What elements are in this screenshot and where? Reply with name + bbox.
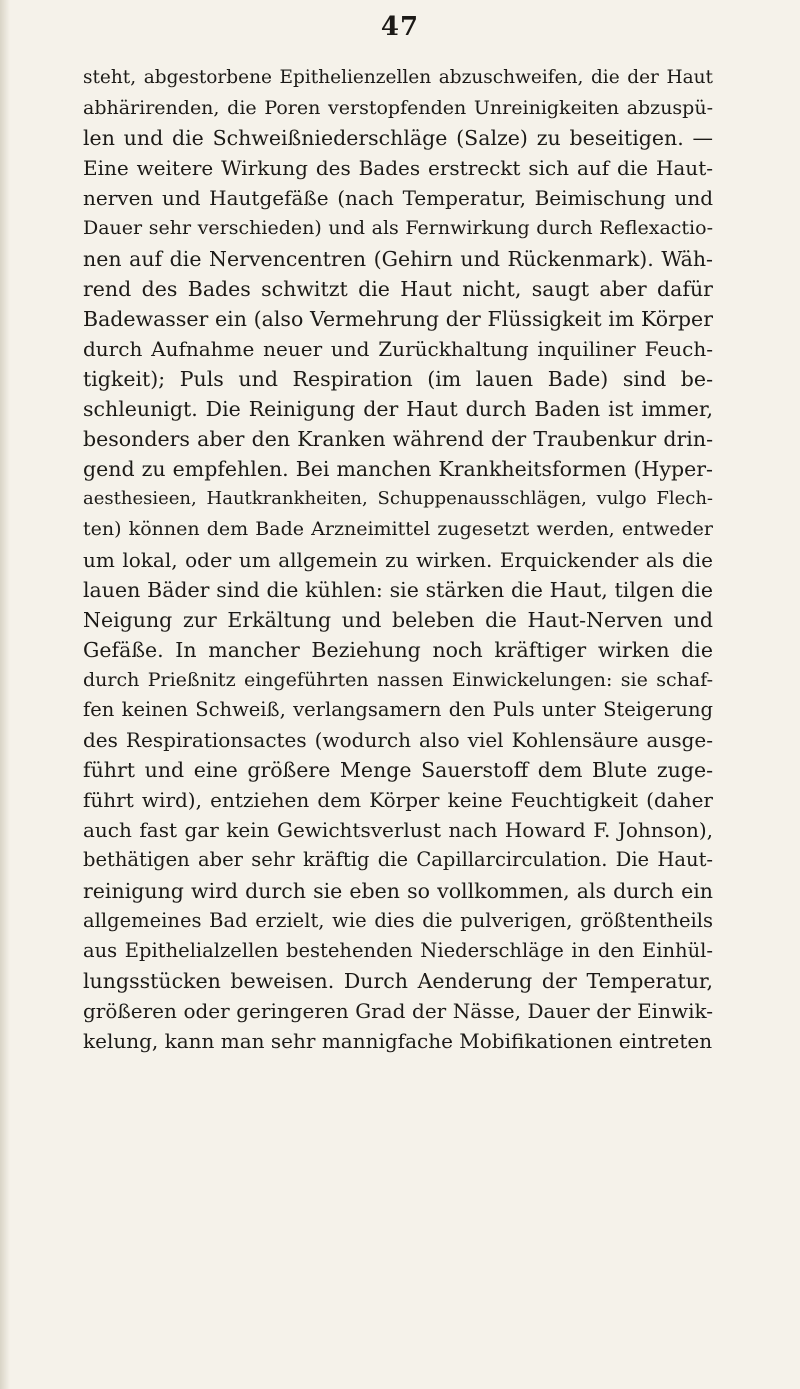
text-line: reinigung wird durch sie eben so vollkommen, als durch ein <box>83 878 713 903</box>
text-line: gend zu empfehlen. Bei manchen Krankheitsformen (Hyper- <box>83 457 713 482</box>
text-line: lauen Bäder sind die kühlen: sie stärken die Haut, tilgen die <box>83 577 713 602</box>
text-line: auch fast gar kein Gewichtsverlust nach Howard F. Johnson), <box>83 818 713 843</box>
text-line: fen keinen Schweiß, verlangsamern den Puls unter Steigerung <box>83 697 713 721</box>
text-line: um lokal, oder um allgemein zu wirken. Erquickender als die <box>83 547 713 572</box>
text-line: größeren oder geringeren Grad der Nässe, Dauer der Einwik- <box>83 998 713 1023</box>
text-line: führt und eine größere Menge Sauerstoff dem Blute zuge- <box>83 758 713 783</box>
text-line: lungsstücken beweisen. Durch Aenderung der Temperatur, <box>83 968 713 993</box>
text-line: Dauer sehr verschieden) und als Fernwirkung durch Reflexactio- <box>83 217 713 240</box>
text-line: des Respirationsactes (wodurch also viel Kohlensäure ausge- <box>83 728 713 753</box>
text-line: tigkeit); Puls und Respiration (im lauen Bade) sind be- <box>83 366 713 391</box>
text-line: rend des Bades schwitzt die Haut nicht, saugt aber dafür <box>83 276 713 301</box>
text-line: steht, abgestorbene Epithelienzellen abzuschweifen, die der Haut <box>83 67 713 88</box>
text-line: len und die Schweißniederschläge (Salze) zu beseitigen. — <box>83 126 713 151</box>
page-number: 47 <box>380 12 420 42</box>
text-line: ten) können dem Bade Arzneimittel zugesetzt werden, entweder <box>83 518 713 541</box>
text-line: aesthesieen, Hautkrankheiten, Schuppenausschlägen, vulgo Flech- <box>83 488 713 510</box>
text-line: durch Prießnitz eingeführten nassen Einwickelungen: sie schaf- <box>83 668 713 691</box>
text-line: aus Epithelialzellen bestehenden Niederschläge in den Einhül- <box>83 938 713 962</box>
text-line: Badewasser ein (also Vermehrung der Flüssigkeit im Körper <box>83 306 713 331</box>
text-line: bethätigen aber sehr kräftig die Capillarcirculation. Die Haut- <box>83 848 713 872</box>
text-line: schleunigt. Die Reinigung der Haut durch Baden ist immer, <box>83 397 713 422</box>
text-line: Eine weitere Wirkung des Bades erstreckt sich auf die Haut- <box>83 156 713 181</box>
text-line: besonders aber den Kranken während der Traubenkur drin- <box>83 427 713 452</box>
page-edge-shadow <box>0 0 10 1389</box>
body-text <box>83 63 713 1056</box>
text-line: durch Aufnahme neuer und Zurückhaltung inquiliner Feuch- <box>83 336 713 361</box>
text-line: kelung, kann man sehr mannigfache Mobifikationen eintreten <box>83 1029 713 1053</box>
text-line: Gefäße. In mancher Beziehung noch kräftiger wirken die <box>83 637 713 662</box>
text-line: führt wird), entziehen dem Körper keine Feuchtigkeit (daher <box>83 788 713 813</box>
text-line: abhärirenden, die Poren verstopfenden Unreinigkeiten abzuspü- <box>83 97 713 120</box>
text-line: nen auf die Nervencentren (Gehirn und Rückenmark). Wäh- <box>83 246 713 271</box>
text-line: nerven und Hautgefäße (nach Temperatur, Beimischung und <box>83 186 713 211</box>
text-line: allgemeines Bad erzielt, wie dies die pulverigen, größtentheils <box>83 908 713 932</box>
text-line: Neigung zur Erkältung und beleben die Haut-Nerven und <box>83 607 713 632</box>
